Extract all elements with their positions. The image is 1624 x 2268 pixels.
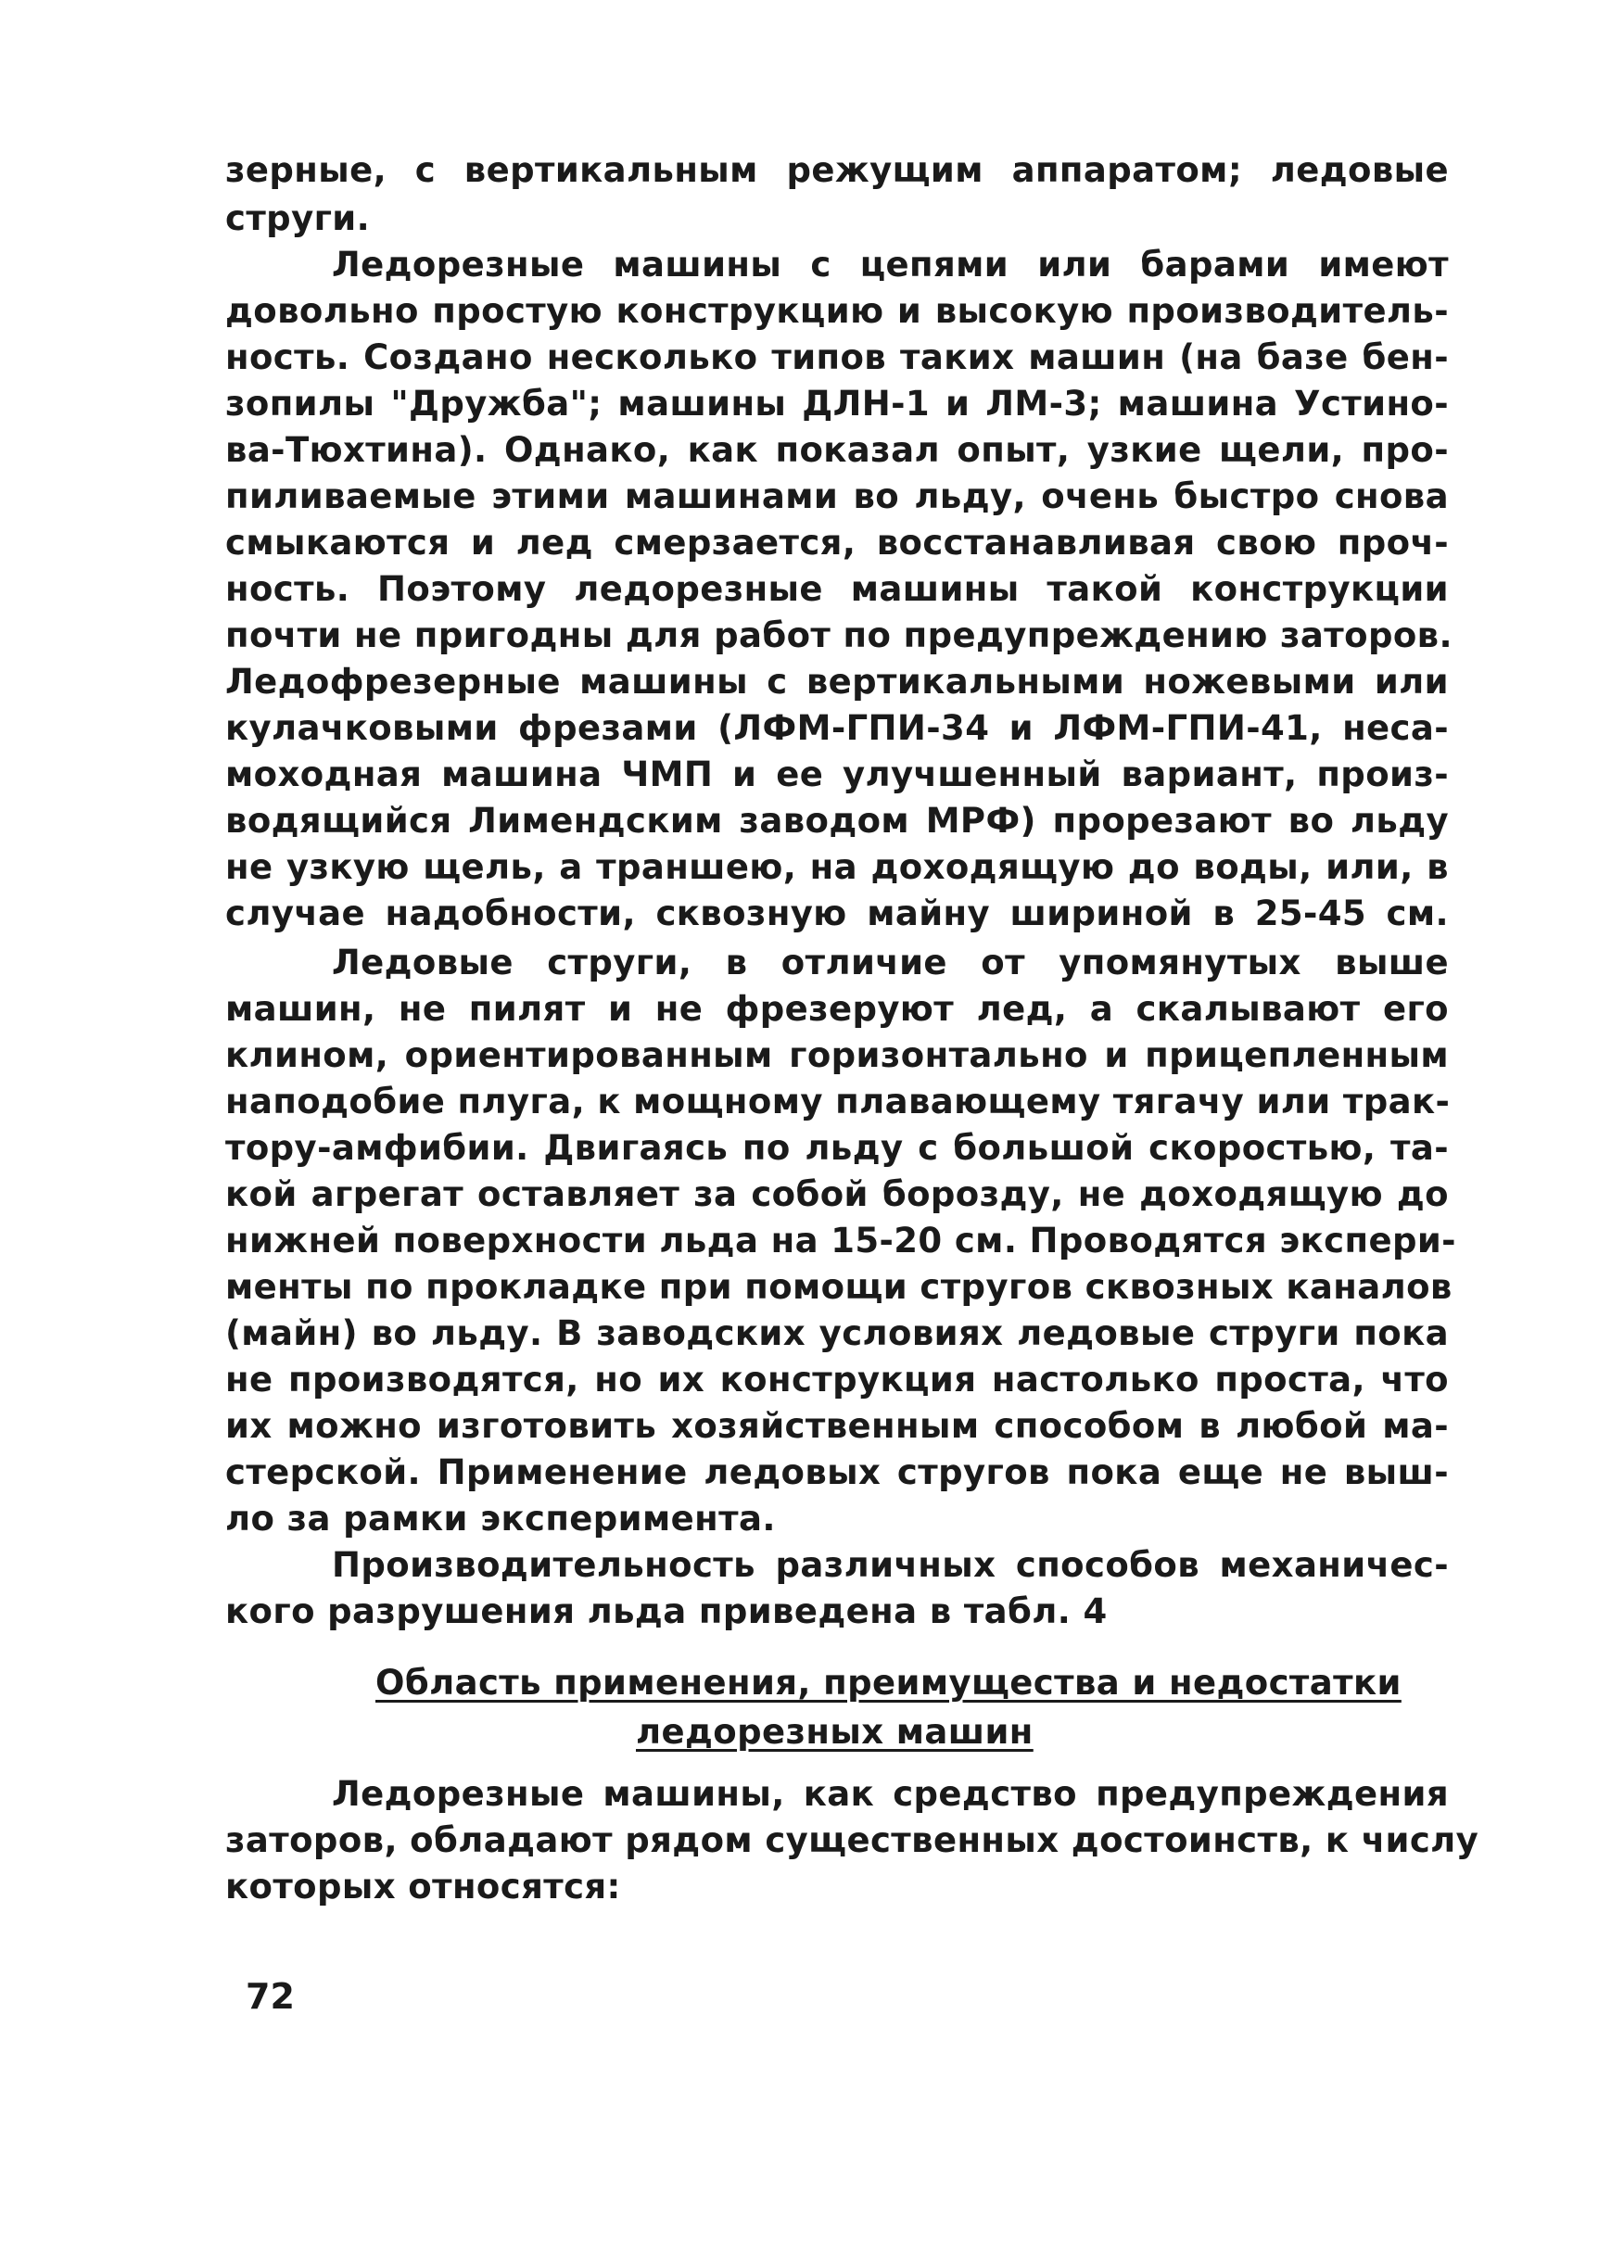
- text-line: (майн) во льду. В заводских условиях ледовые струги пока: [225, 1313, 1449, 1353]
- text-line: их можно изготовить хозяйственным способом в любой ма-: [225, 1406, 1449, 1446]
- text-line: машин, не пилят и не фрезеруют лед, а скалывают его: [225, 989, 1449, 1029]
- text-line: кой агрегат оставляет за собой борозду, не доходящую до: [225, 1174, 1449, 1214]
- text-line: менты по прокладке при помощи стругов сквозных каналов: [225, 1267, 1453, 1307]
- text-line: ность. Создано несколько типов таких машин (на базе бен-: [225, 337, 1449, 377]
- text-line: почти не пригодны для работ по предупреждению заторов.: [225, 615, 1453, 655]
- page-number: 72: [246, 1976, 295, 2017]
- text-line: ность. Поэтому ледорезные машины такой конструкции: [225, 569, 1449, 609]
- paragraph-first-line: Ледорезные машины, как средство предупреждения: [332, 1774, 1449, 1814]
- text-line: зопилы "Дружба"; машины ДЛН-1 и ЛМ-3; машина Устино-: [225, 384, 1449, 424]
- text-line: моходная машина ЧМП и ее улучшенный вариант, произ-: [225, 754, 1449, 794]
- paragraph-first-line: Ледовые струги, в отличие от упомянутых выше: [332, 943, 1449, 982]
- section-heading-line-2: ледорезных машин: [636, 1712, 1034, 1752]
- text-line: ло за рамки эксперимента.: [225, 1499, 776, 1539]
- text-line: нижней поверхности льда на 15-20 см. Проводятся экспери-: [225, 1221, 1456, 1261]
- paragraph-first-line: Производительность различных способов механичес-: [332, 1545, 1449, 1585]
- text-line: не производятся, но их конструкция настолько проста, что: [225, 1360, 1449, 1400]
- text-line: тору-амфибии. Двигаясь по льду с большой скоростью, та-: [225, 1128, 1449, 1168]
- text-line: которых относятся:: [225, 1867, 621, 1907]
- text-line: ва-Тюхтина). Однако, как показал опыт, узкие щели, про-: [225, 430, 1449, 470]
- text-line: Ледофрезерные машины с вертикальными ножевыми или: [225, 662, 1449, 702]
- text-line: струги.: [225, 198, 371, 238]
- text-line: случае надобности, сквозную майну шириной в 25-45 см.: [225, 893, 1449, 933]
- paragraph-first-line: Ледорезные машины с цепями или барами имеют: [332, 245, 1449, 285]
- text-line: смыкаются и лед смерзается, восстанавливая свою проч-: [225, 523, 1449, 563]
- text-line: довольно простую конструкцию и высокую производитель-: [225, 291, 1449, 331]
- text-line: заторов, обладают рядом существенных достоинств, к числу: [225, 1820, 1479, 1860]
- section-heading-line-1: Область применения, преимущества и недостатки: [375, 1663, 1402, 1703]
- text-line: пиливаемые этими машинами во льду, очень быстро снова: [225, 476, 1449, 516]
- text-line: стерской. Применение ледовых стругов пока еще не выш-: [225, 1452, 1449, 1492]
- text-line: кого разрушения льда приведена в табл. 4: [225, 1591, 1108, 1631]
- text-line: клином, ориентированным горизонтально и прицепленным: [225, 1035, 1449, 1075]
- text-line: водящийся Лимендским заводом МРФ) прорезают во льду: [225, 801, 1449, 841]
- text-line: кулачковыми фрезами (ЛФМ-ГПИ-34 и ЛФМ-ГПИ-41, неса-: [225, 708, 1449, 748]
- text-line: наподобие плуга, к мощному плавающему тягачу или трак-: [225, 1082, 1451, 1121]
- text-line: зерные, с вертикальным режущим аппаратом; ледовые: [225, 150, 1449, 190]
- text-line: не узкую щель, а траншею, на доходящую до воды, или, в: [225, 847, 1449, 887]
